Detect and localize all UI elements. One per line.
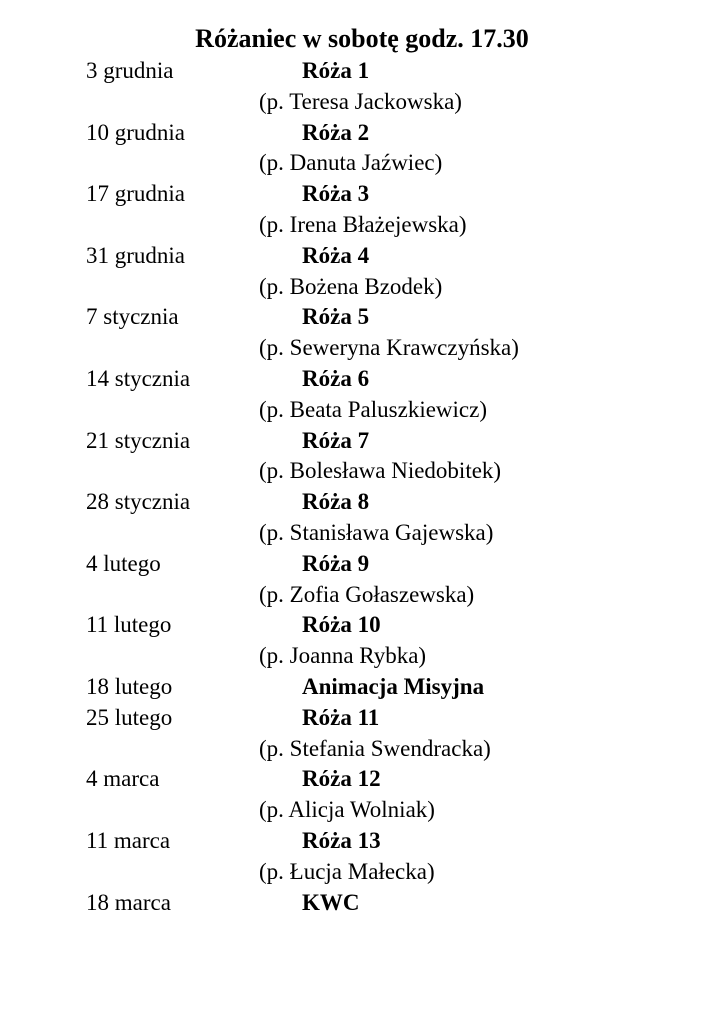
entry-group: Animacja Misyjna: [302, 673, 485, 699]
schedule-entry-leader-line: [0, 456, 724, 487]
entry-date: 21 stycznia: [86, 427, 191, 453]
entry-leader: (p. Stefania Swendracka): [259, 735, 491, 761]
entry-group: Róża 12: [302, 766, 381, 792]
schedule-entry: [0, 888, 724, 919]
entry-leader: (p. Irena Błażejewska): [259, 211, 467, 237]
schedule-entry: [0, 826, 724, 857]
schedule-entry-leader-line: [0, 210, 724, 241]
entry-group: Róża 9: [302, 550, 370, 576]
entry-leader: (p. Joanna Rybka): [259, 643, 427, 669]
entry-group: Róża 13: [302, 827, 381, 853]
entry-leader: (p. Łucja Małecka): [259, 858, 435, 884]
entry-date: 11 lutego: [86, 612, 172, 638]
entry-leader: (p. Zofia Gołaszewska): [259, 581, 475, 607]
schedule-entry-leader-line: [0, 395, 724, 426]
schedule-entry: [0, 672, 724, 703]
schedule-entry: [0, 764, 724, 795]
schedule-entry: [0, 56, 724, 87]
schedule-entry: [0, 487, 724, 518]
schedule-entry-leader-line: [0, 795, 724, 826]
entry-leader: (p. Stanisława Gajewska): [259, 519, 494, 545]
entry-date: 31 grudnia: [86, 242, 186, 268]
entry-group: KWC: [302, 889, 360, 915]
schedule-entry-leader-line: [0, 87, 724, 118]
schedule-entry-leader-line: [0, 272, 724, 303]
entry-leader: (p. Danuta Jaźwiec): [259, 150, 443, 176]
page-title: Różaniec w sobotę godz. 17.30: [195, 24, 529, 53]
entry-leader: (p. Bolesława Niedobitek): [259, 458, 502, 484]
schedule-entry-leader-line: [0, 857, 724, 888]
schedule-entry: [0, 549, 724, 580]
entry-group: Róża 11: [302, 704, 380, 730]
schedule-entry: [0, 364, 724, 395]
schedule-entry-leader-line: [0, 580, 724, 611]
entry-group: Róża 3: [302, 181, 370, 207]
schedule-entry-leader-line: [0, 641, 724, 672]
schedule-entry-leader-line: [0, 148, 724, 179]
entry-leader: (p. Beata Paluszkiewicz): [259, 396, 487, 422]
entry-group: Róża 7: [302, 427, 370, 453]
schedule-entry-leader-line: [0, 518, 724, 549]
entry-leader: (p. Alicja Wolniak): [259, 797, 435, 823]
entry-date: 3 grudnia: [86, 58, 174, 83]
entry-date: 28 stycznia: [86, 489, 191, 515]
schedule-entry: [0, 703, 724, 734]
entry-group: Róża 1: [302, 58, 370, 83]
entry-date: 4 lutego: [86, 550, 161, 576]
entry-date: 18 marca: [86, 889, 171, 915]
schedule-entry: [0, 426, 724, 457]
entry-group: Róża 6: [302, 365, 370, 391]
entry-date: 7 stycznia: [86, 304, 179, 330]
schedule-entry: [0, 241, 724, 272]
entry-group: Róża 2: [302, 119, 370, 145]
schedule-entry: [0, 610, 724, 641]
schedule-entry: [0, 179, 724, 210]
entry-group: Róża 10: [302, 612, 381, 638]
entry-leader: (p. Bożena Bzodek): [259, 273, 443, 299]
entry-date: 11 marca: [86, 827, 171, 853]
entry-date: 4 marca: [86, 766, 160, 792]
entry-leader: (p. Seweryna Krawczyńska): [259, 335, 519, 361]
entry-date: 10 grudnia: [86, 119, 186, 145]
rosary-schedule: [0, 56, 724, 918]
entry-date: 17 grudnia: [86, 181, 186, 207]
entry-date: 25 lutego: [86, 704, 173, 730]
schedule-entry-leader-line: [0, 734, 724, 765]
entry-date: 18 lutego: [86, 673, 173, 699]
entry-group: Róża 4: [302, 242, 370, 268]
schedule-entry-leader-line: [0, 333, 724, 364]
entry-date: 14 stycznia: [86, 365, 191, 391]
schedule-entry: [0, 118, 724, 149]
entry-group: Róża 8: [302, 489, 370, 515]
schedule-entry: [0, 302, 724, 333]
entry-group: Róża 5: [302, 304, 370, 330]
entry-leader: (p. Teresa Jackowska): [259, 88, 462, 114]
